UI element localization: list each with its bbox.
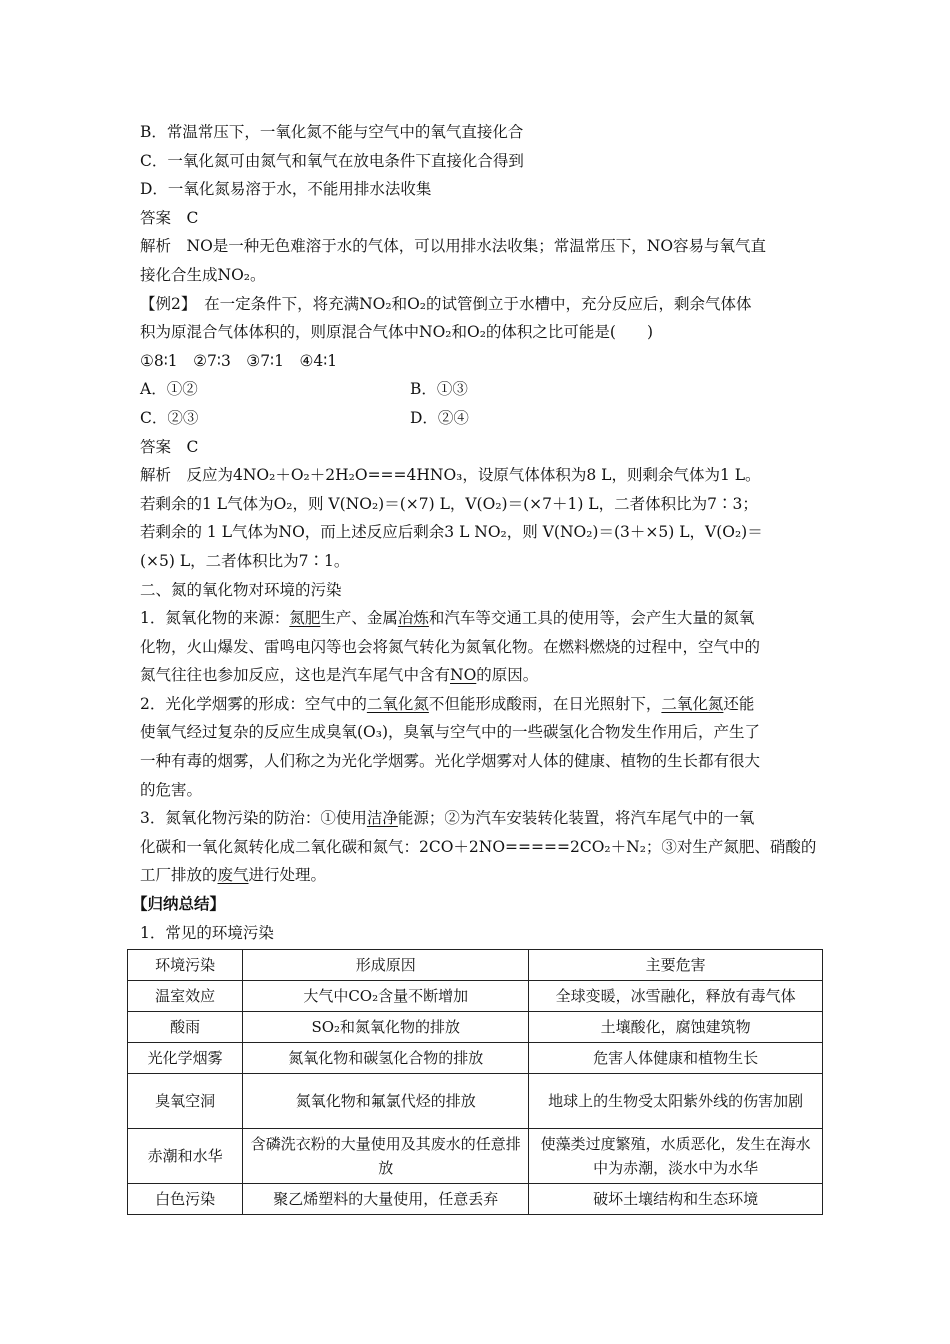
text: 能源；②为汽车安装转化装置，将汽车尾气中的一氧 bbox=[397, 809, 755, 828]
pollution-table bbox=[127, 949, 823, 1215]
table-cell: 酸雨 bbox=[128, 1012, 243, 1043]
underlined-term: 二氧化氮 bbox=[661, 694, 724, 713]
underlined-term: 废气 bbox=[217, 866, 249, 885]
table-cell: 氮氧化物和碳氢化合物的排放 bbox=[243, 1043, 529, 1074]
options-row-2 bbox=[140, 404, 830, 433]
section-heading: 二、氮的氧化物对环境的污染 bbox=[140, 580, 342, 599]
text: 不但能形成酸雨，在日光照射下， bbox=[428, 694, 662, 713]
table-cell: 氮氧化物和氟氯代烃的排放 bbox=[243, 1074, 529, 1129]
analysis-2-line2: 若剩余的1 L气体为O₂，则 V(NO₂)＝(×7) L，V(O₂)＝(×7＋1) L，二者体积比为7∶3； bbox=[140, 494, 758, 513]
analysis-1-line2: 接化合生成NO₂。 bbox=[140, 265, 266, 284]
example-2-choices: ①8∶1 ②7∶3 ③7∶1 ④4∶1 bbox=[140, 351, 338, 370]
underlined-term: 二氧化氮 bbox=[366, 694, 429, 713]
summary-title: 【归纳总结】 bbox=[132, 894, 226, 914]
option-b2: B．①③ bbox=[410, 380, 468, 399]
table-cell: 使藻类过度繁殖，水质恶化，发生在海水中为赤潮，淡水中为水华 bbox=[529, 1129, 823, 1184]
table-cell: 赤潮和水华 bbox=[128, 1129, 243, 1184]
table-row bbox=[128, 981, 823, 1012]
table-cell: 土壤酸化，腐蚀建筑物 bbox=[529, 1012, 823, 1043]
underlined-term: NO bbox=[450, 666, 477, 685]
table-cell: 全球变暖，冰雪融化，释放有毒气体 bbox=[529, 981, 823, 1012]
text: 氮气往往也参加反应，这也是汽车尾气中含有 bbox=[140, 666, 451, 685]
para3-line1 bbox=[140, 804, 830, 833]
option-c2: C．②③ bbox=[140, 408, 199, 427]
table-cell: 地球上的生物受太阳紫外线的伤害加剧 bbox=[529, 1074, 823, 1129]
option-b: B．常温常压下，一氧化氮不能与空气中的氧气直接化合 bbox=[140, 123, 524, 141]
text: 进行处理。 bbox=[248, 866, 327, 885]
option-d2: D．②④ bbox=[410, 408, 469, 427]
option-a: A．①② bbox=[140, 380, 198, 399]
para3-line2: 化碳和一氧化氮转化成二氧化碳和氮气：2CO＋2NO=====2CO₂＋N₂；③对生产氮肥、硝酸的 bbox=[140, 837, 817, 856]
text: 1．氮氧化物的来源： bbox=[140, 609, 290, 628]
analysis-2-line3: 若剩余的 1 L气体为NO，而上述反应后剩余3 L NO₂，则 V(NO₂)＝(3＋×5) L，V(O₂)＝ bbox=[140, 523, 763, 542]
para2-line2: 使氧气经过复杂的反应生成臭氧(O₃)，臭氧与空气中的一些碳氢化合物发生作用后，产生了 bbox=[140, 723, 761, 742]
text: 和汽车等交通工具的使用等，会产生大量的氮氧 bbox=[428, 609, 755, 628]
answer-1: 答案 C bbox=[140, 208, 199, 227]
table-cell: 臭氧空洞 bbox=[128, 1074, 243, 1129]
para2-line4: 的危害。 bbox=[140, 780, 203, 799]
underlined-term: 洁净 bbox=[366, 809, 398, 828]
table-cell: 含磷洗衣粉的大量使用及其废水的任意排放 bbox=[243, 1129, 529, 1184]
table-cell: 光化学烟雾 bbox=[128, 1043, 243, 1074]
text: 2．光化学烟雾的形成：空气中的 bbox=[140, 694, 367, 713]
document-content bbox=[132, 118, 830, 1215]
example-2-line2: 积为原混合气体体积的，则原混合气体中NO₂和O₂的体积之比可能是( ) bbox=[140, 323, 654, 342]
table-cell: 白色污染 bbox=[128, 1184, 243, 1215]
text: 还能 bbox=[723, 694, 755, 713]
header-cell: 环境污染 bbox=[128, 950, 243, 981]
table-cell: 大气中CO₂含量不断增加 bbox=[243, 981, 529, 1012]
option-c: C．一氧化氮可由氮气和氧气在放电条件下直接化合得到 bbox=[140, 151, 524, 170]
para1-line3 bbox=[140, 661, 830, 690]
table-row bbox=[128, 1012, 823, 1043]
table-cell: SO₂和氮氧化物的排放 bbox=[243, 1012, 529, 1043]
example-2-line1: 【例2】 在一定条件下，将充满NO₂和O₂的试管倒立于水槽中，充分反应后，剩余气体体 bbox=[140, 294, 752, 313]
header-cell: 形成原因 bbox=[243, 950, 529, 981]
text: 的原因。 bbox=[476, 666, 539, 685]
table-cell: 温室效应 bbox=[128, 981, 243, 1012]
table-cell: 危害人体健康和植物生长 bbox=[529, 1043, 823, 1074]
table-cell: 破坏土壤结构和生态环境 bbox=[529, 1184, 823, 1215]
para2-line3: 一种有毒的烟雾，人们称之为光化学烟雾。光化学烟雾对人体的健康、植物的生长都有很大 bbox=[140, 752, 761, 771]
options-row-1 bbox=[140, 375, 830, 404]
text: 工厂排放的 bbox=[140, 866, 218, 885]
table-row bbox=[128, 1184, 823, 1215]
answer-2: 答案 C bbox=[140, 437, 199, 456]
table-row bbox=[128, 1074, 823, 1129]
table-row bbox=[128, 1043, 823, 1074]
table-cell: 聚乙烯塑料的大量使用，任意丢弃 bbox=[243, 1184, 529, 1215]
analysis-2-line1: 解析 反应为4NO₂＋O₂＋2H₂O===4HNO₃，设原气体体积为8 L，则剩余气体为1 L。 bbox=[140, 466, 761, 485]
underlined-term: 冶炼 bbox=[397, 609, 429, 628]
para1-line1 bbox=[140, 604, 830, 633]
analysis-2-line4: (×5) L，二者体积比为7∶1。 bbox=[140, 551, 350, 570]
analysis-1-line1: 解析 NO是一种无色难溶于水的气体，可以用排水法收集；常温常压下，NO容易与氧气直 bbox=[140, 237, 767, 256]
para2-line1 bbox=[140, 690, 830, 719]
para3-line3 bbox=[140, 861, 830, 890]
table-row bbox=[128, 1129, 823, 1184]
header-cell: 主要危害 bbox=[529, 950, 823, 981]
table-header-row bbox=[128, 950, 823, 981]
para1-line2: 化物，火山爆发、雷鸣电闪等也会将氮气转化为氮氧化物。在燃料燃烧的过程中，空气中的 bbox=[140, 637, 761, 656]
underlined-term: 氮肥 bbox=[289, 609, 321, 628]
table-title: 1．常见的环境污染 bbox=[140, 923, 274, 942]
text: 生产、金属 bbox=[320, 609, 398, 628]
text: 3．氮氧化物污染的防治：①使用 bbox=[140, 809, 367, 828]
option-d: D．一氧化氮易溶于水，不能用排水法收集 bbox=[140, 180, 432, 199]
